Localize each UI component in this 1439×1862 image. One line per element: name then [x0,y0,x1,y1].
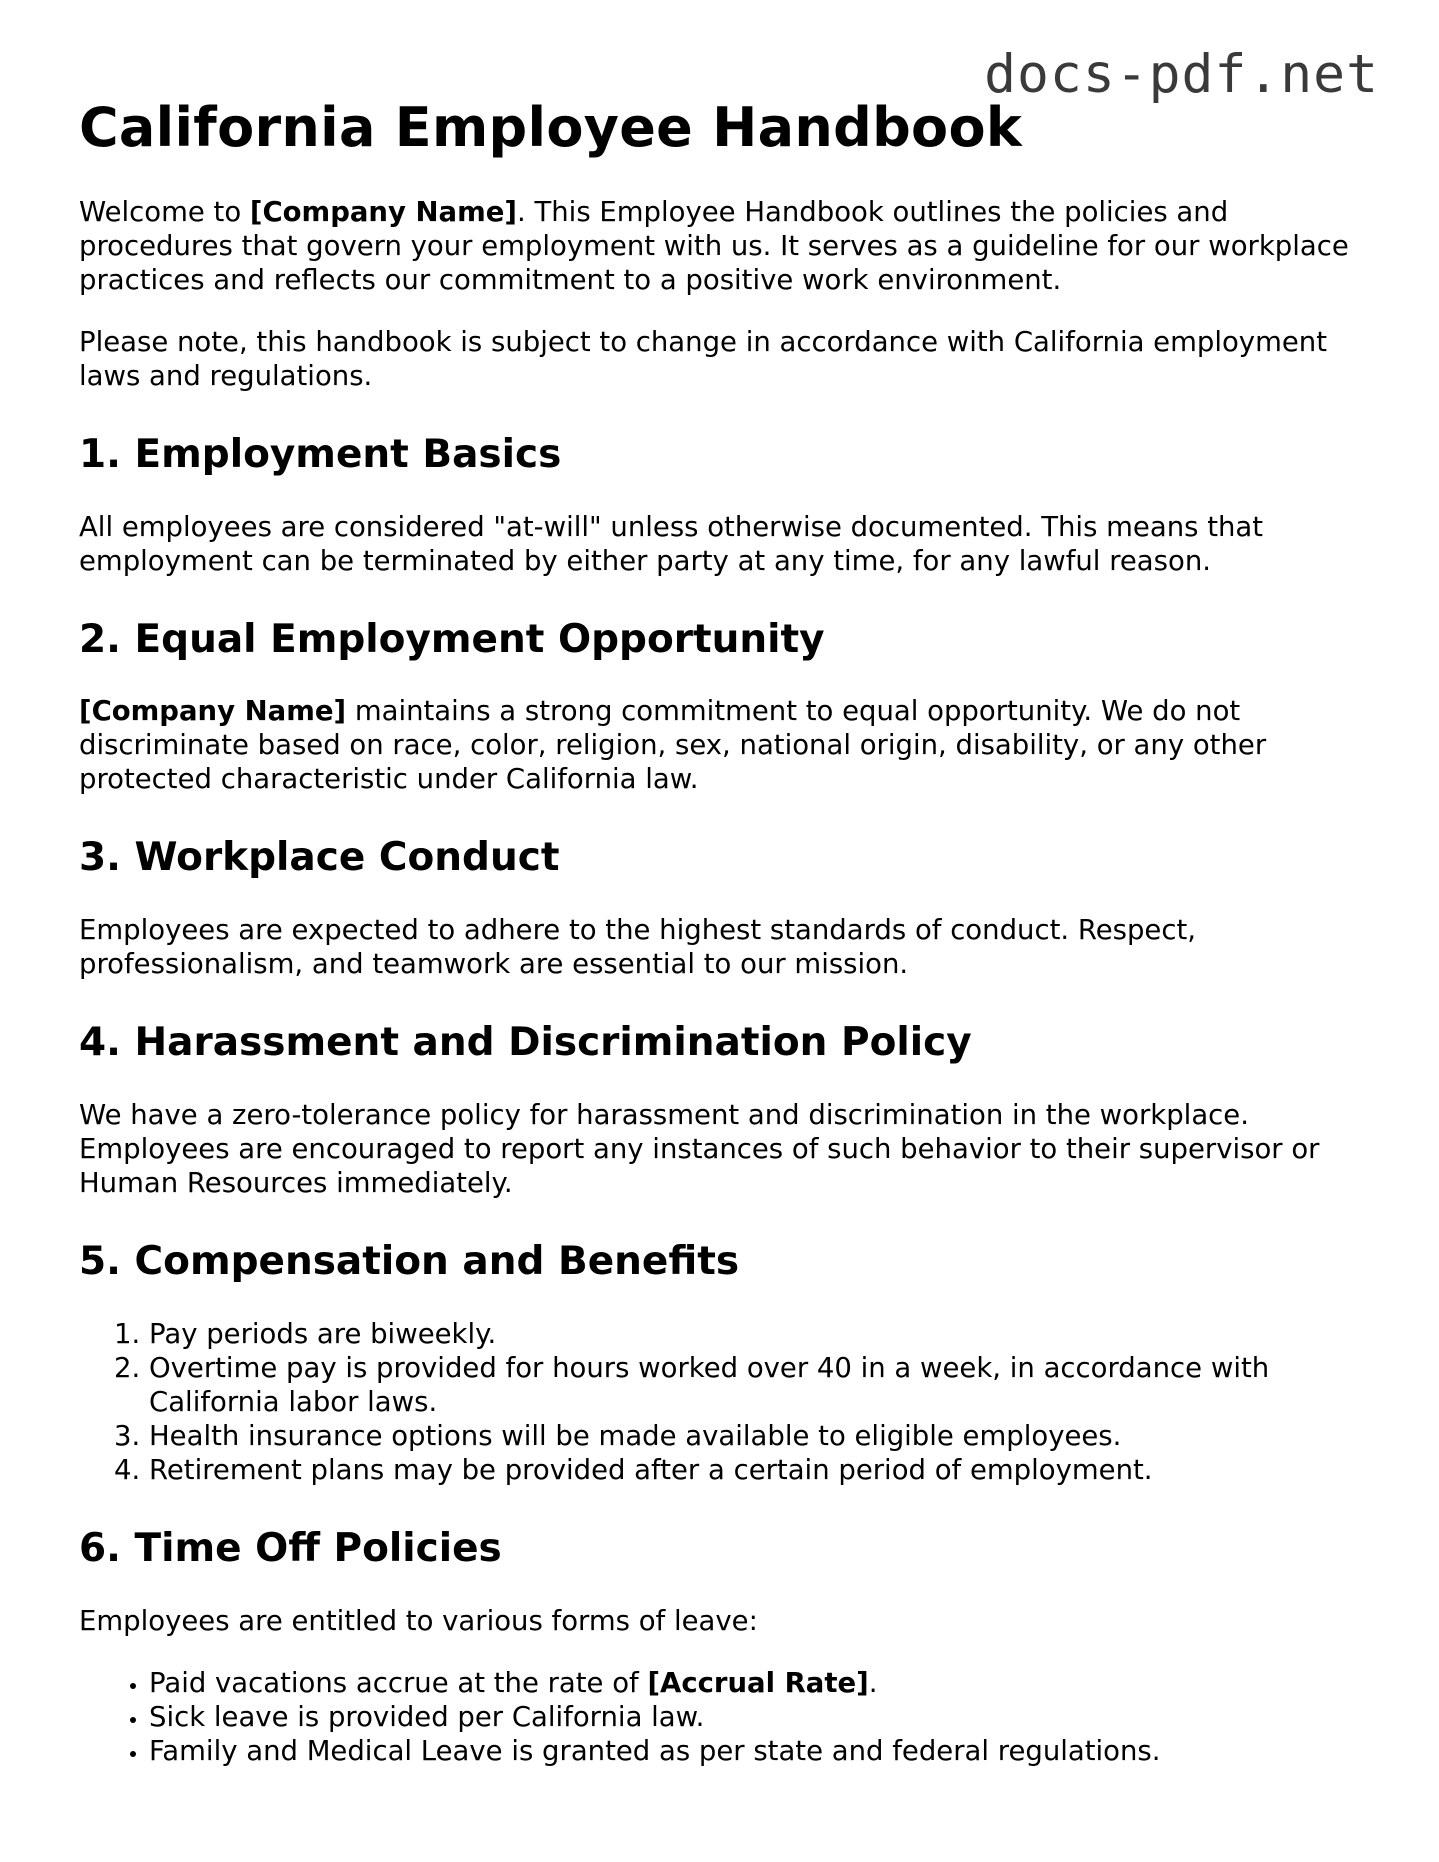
list-item: 4. Retirement plans may be provided after a certain period of employment. [149,1453,1379,1487]
accrual-text-end: . [868,1666,878,1699]
list-item: • Family and Medical Leave is granted as per state and federal regulations. [149,1734,1379,1768]
company-name-placeholder: [Company Name] [249,195,517,228]
company-name-placeholder: [Company Name] [79,695,347,728]
time-off-list [79,1666,1379,1768]
section-heading-harassment-policy: 4. Harassment and Discrimination Policy [79,1020,972,1066]
intro-text-start: Welcome to [79,195,250,228]
list-item: • Sick leave is provided per California law. [149,1700,1379,1734]
section-text-employment-basics: All employees are considered "at-will" unless otherwise documented. This means that employment can be terminated by either party at any time, for any lawful reason. [79,510,1264,577]
list-item [149,1666,1379,1700]
page-title: California Employee Handbook [79,96,1023,159]
section-heading-compensation: 5. Compensation and Benefits [79,1238,740,1284]
watermark: docs-pdf.net [984,44,1379,105]
list-item: 3. Health insurance options will be made available to eligible employees. [149,1419,1379,1453]
accrual-rate-placeholder: [Accrual Rate] [647,1666,869,1699]
equal-opportunity-text: maintains a strong commitment to equal opportunity. We do not discriminate based on race, color, religion, sex, national origin, disability, or any other protected characteristic under California law. [79,695,1267,796]
compensation-list [79,1317,1379,1487]
section-heading-equal-opportunity: 2. Equal Employment Opportunity [79,616,825,662]
list-item: 1. Pay periods are biweekly. [149,1317,1379,1351]
section-heading-workplace-conduct: 3. Workplace Conduct [79,835,560,881]
accrual-text-start: Paid vacations accrue at the rate of [149,1666,648,1699]
intro-paragraph-2: Please note, this handbook is subject to change in accordance with California employment laws and regulations. [79,325,1328,392]
list-item: 2. Overtime pay is provided for hours worked over 40 in a week, in accordance with California labor laws. [149,1351,1379,1419]
intro-paragraph-1 [79,195,1379,297]
section-heading-employment-basics: 1. Employment Basics [79,431,562,477]
section-heading-time-off: 6. Time Off Policies [79,1525,502,1571]
document-page [79,96,1379,1796]
section-text-equal-opportunity [79,694,1379,796]
section-text-workplace-conduct: Employees are expected to adhere to the highest standards of conduct. Respect, professionalism, and teamwork are essential to our mission. [79,914,1196,981]
section-text-time-off: Employees are entitled to various forms of leave: [79,1604,758,1637]
section-text-harassment-policy: We have a zero-tolerance policy for harassment and discrimination in the workplace. Employees are encouraged to report any instances of such behavior to their supervisor or Human Resources immediately. [79,1098,1320,1199]
intro-text-end: . This Employee Handbook outlines the policies and procedures that govern your employment with us. It serves as a guideline for our workplace practices and reflects our commitment to a positive work environment. [79,195,1349,296]
